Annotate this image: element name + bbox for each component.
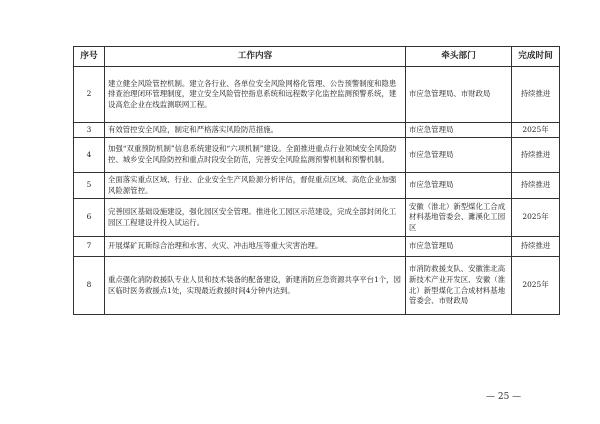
- table-header-row: [74, 47, 560, 67]
- row-content: 开展煤矿瓦斯综合治理和水害、火灾、冲击地压等重大灾害治理。: [105, 237, 406, 257]
- row-department: 市消防救援支队、安徽淮北高新技术产业开发区、安徽（淮北）新型煤化工合成材料基地管委会、市财政局: [406, 257, 512, 315]
- table-row: [74, 173, 560, 199]
- header-content: 工作内容: [105, 47, 406, 67]
- row-deadline: 2025年: [512, 257, 560, 315]
- table-row: [74, 67, 560, 123]
- row-content: 建立健全风险管控机制。建立各行业、各单位安全风险网格化管理、公告预警制度和隐患排查治理闭环管理制度，建立安全风险管控指息系统和远程数字化监控监测预警系统，建设高危企业在线监测联网工程。: [105, 67, 406, 123]
- row-deadline: 持续推进: [512, 237, 560, 257]
- row-number: 3: [74, 123, 105, 138]
- row-deadline: 2025年: [512, 123, 560, 138]
- table-row: [74, 138, 560, 173]
- row-number: 7: [74, 237, 105, 257]
- row-department: 市应急管理局: [406, 237, 512, 257]
- row-deadline: 持续推进: [512, 173, 560, 199]
- header-number: 序号: [74, 47, 105, 67]
- row-deadline: 2025年: [512, 199, 560, 237]
- row-department: 市应急管理局、市财政局: [406, 67, 512, 123]
- page-number: — 25 —: [486, 392, 522, 402]
- row-content: 完善园区基础设施建设，强化园区安全管理。推进化工园区示范建设，完成全部封闭化工园区工程建设并投入试运行。: [105, 199, 406, 237]
- table-row: [74, 257, 560, 315]
- table-row: [74, 199, 560, 237]
- row-department: 市应急管理局: [406, 173, 512, 199]
- row-number: 6: [74, 199, 105, 237]
- row-content: 全面落实重点区域、行业、企业安全生产风险源分析评估，督促重点区域、高危企业加强风险源管控。: [105, 173, 406, 199]
- row-content: 加强“双重预防机制”信息系统建设和“六项机制”建设。全面推进重点行业领域安全风险防控、城乡安全风险防控和重点时段安全防范，完善安全风险监测预警机制和预警机制。: [105, 138, 406, 173]
- table-row: [74, 237, 560, 257]
- row-department: 安徽（淮北）新型煤化工合成材料基地管委会、濉溪化工园区: [406, 199, 512, 237]
- row-content: 有效管控安全风险，制定和严格落实风险防范措施。: [105, 123, 406, 138]
- row-number: 4: [74, 138, 105, 173]
- row-number: 5: [74, 173, 105, 199]
- row-deadline: 持续推进: [512, 138, 560, 173]
- row-department: 市应急管理局: [406, 123, 512, 138]
- header-department: 牵头部门: [406, 47, 512, 67]
- task-table: [73, 46, 560, 315]
- table-row: [74, 123, 560, 138]
- row-number: 2: [74, 67, 105, 123]
- header-deadline: 完成时间: [512, 47, 560, 67]
- row-deadline: 持续推进: [512, 67, 560, 123]
- row-content: 重点强化消防救援队专业人员和技术装备的配备建设，新建消防应急资源共享平台1个，园区临时医务救援点1处，实现最近救援时间4分钟内达到。: [105, 257, 406, 315]
- row-department: 市应急管理局: [406, 138, 512, 173]
- row-number: 8: [74, 257, 105, 315]
